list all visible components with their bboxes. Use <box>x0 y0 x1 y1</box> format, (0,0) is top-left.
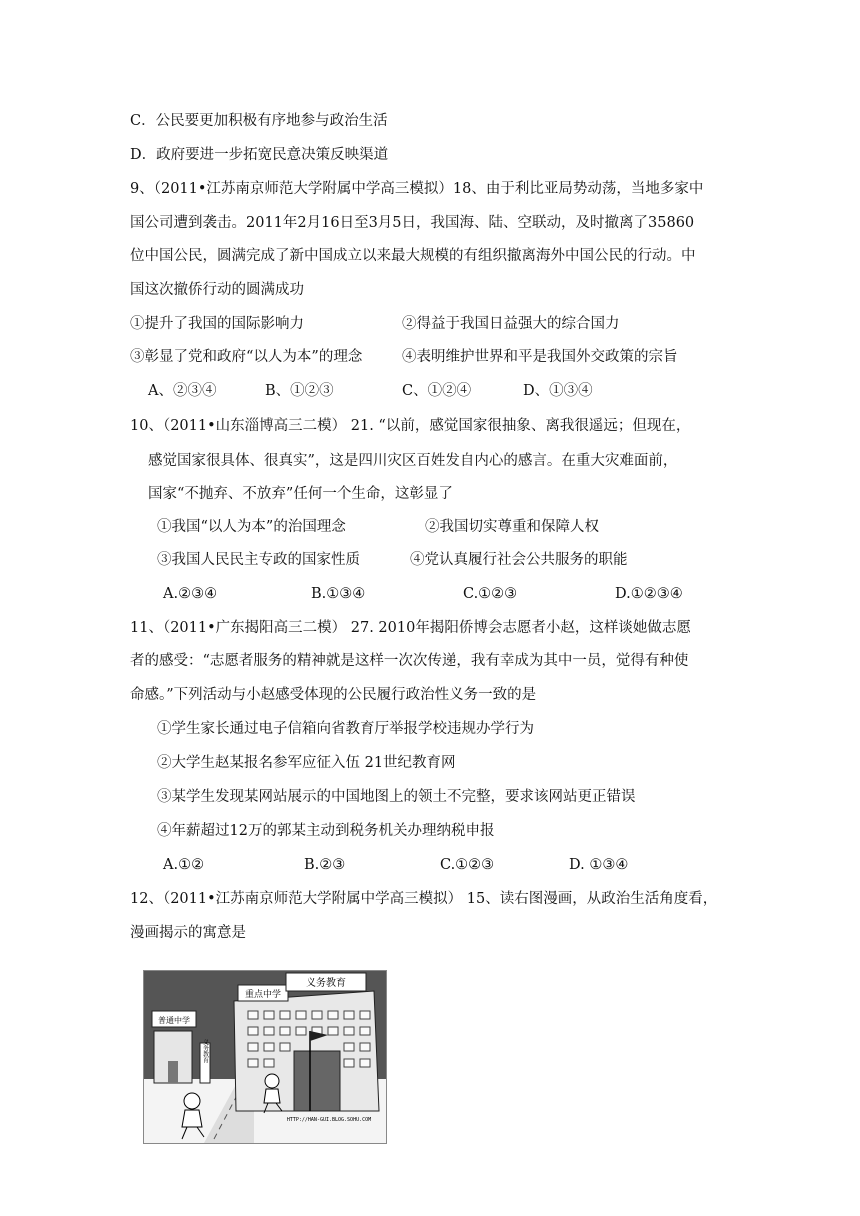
q9-item: ①提升了我国的国际影响力 <box>130 316 304 332</box>
q10-item: ③我国人民民主专政的国家性质 <box>157 552 360 568</box>
q11-option-c: C.①②③ <box>440 857 495 873</box>
q9-stem-line: 位中国公民，圆满完成了新中国成立以来最大规模的有组织撤离海外中国公民的行动。中 <box>130 248 696 264</box>
q10-stem-line: 10、（2011•山东淄博高三二模） 21. “以前，感觉国家很抽象、离我很遥远；但现在， <box>130 418 691 434</box>
q11-option-d: D. ①③④ <box>569 857 629 873</box>
q9-stem-line: 9、（2011•江苏南京师范大学附属中学高三模拟）18、由于利比亚局势动荡，当地多家中 <box>130 181 704 197</box>
q11-stem-line: 命感。”下列活动与小赵感受体现的公民履行政治性义务一致的是 <box>130 687 537 703</box>
q10-stem-line: 感觉国家很具体、很真实”，这是四川灾区百姓发自内心的感言。在重大灾难面前， <box>148 453 678 469</box>
q9-option-d: D、①③④ <box>523 383 593 399</box>
q11-option-b: B.②③ <box>304 857 346 873</box>
q10-option-a: A.②③④ <box>163 586 218 602</box>
q9-item: ④表明维护世界和平是我国外交政策的宗旨 <box>402 349 678 365</box>
q11-option-a: A.①② <box>163 857 205 873</box>
q11-item: ③某学生发现某网站展示的中国地图上的领土不完整，要求该网站更正错误 <box>157 789 636 805</box>
q9-stem-line: 国这次撤侨行动的圆满成功 <box>130 282 304 298</box>
option-c-prev: C．公民要更加积极有序地参与政治生活 <box>130 113 388 129</box>
small-compulsory-sign: 义务教育 <box>201 1039 209 1063</box>
q10-option-d: D.①②③④ <box>615 586 683 602</box>
q10-item: ④党认真履行社会公共服务的职能 <box>410 552 628 568</box>
q9-stem-line: 国公司遭到袭击。2011年2月16日至3月5日，我国海、陆、空联动，及时撤离了35860 <box>130 215 695 231</box>
cartoon-image <box>143 970 387 1144</box>
q10-stem-line: 国家“不抛弃、不放弃”任何一个生命，这彰显了 <box>148 486 453 502</box>
cartoon-drawing <box>144 971 386 1143</box>
q12-stem-line: 12、（2011•江苏南京师范大学附属中学高三模拟） 15、读右图漫画，从政治生活角度看， <box>130 891 718 907</box>
q9-option-b: B、①②③ <box>265 383 334 399</box>
q11-item: ①学生家长通过电子信箱向省教育厅举报学校违规办学行为 <box>157 721 534 737</box>
option-d-prev: D．政府要进一步拓宽民意决策反映渠道 <box>130 147 389 163</box>
q11-item: ④年薪超过12万的郭某主动到税务机关办理纳税申报 <box>157 823 495 839</box>
cartoon-url: HTTP://HAN-GUI.BLOG.SOHU.COM <box>286 1117 372 1123</box>
ordinary-school-sign: 普通中学 <box>158 1016 190 1025</box>
q9-item: ③彰显了党和政府“以人为本”的理念 <box>130 349 363 365</box>
q11-stem-line: 者的感受：“志愿者服务的精神就是这样一次次传递，我有幸成为其中一员，觉得有种使 <box>130 653 689 669</box>
key-school-sign: 重点中学 <box>244 990 282 1000</box>
q10-item: ①我国“以人为本”的治国理念 <box>157 519 346 535</box>
q9-item: ②得益于我国日益强大的综合国力 <box>402 316 620 332</box>
q12-stem-line: 漫画揭示的寓意是 <box>130 925 246 941</box>
q9-option-a: A、②③④ <box>148 383 217 399</box>
q10-option-c: C.①②③ <box>463 586 518 602</box>
q9-option-c: C、①②④ <box>402 383 472 399</box>
q11-stem-line: 11、（2011•广东揭阳高三二模） 27. 2010年揭阳侨博会志愿者小赵，这样谈她做志愿 <box>130 620 691 636</box>
q10-item: ②我国切实尊重和保障人权 <box>425 519 599 535</box>
compulsory-education-sign: 义务教育 <box>306 978 346 989</box>
q10-option-b: B.①③④ <box>311 586 366 602</box>
q11-item: ②大学生赵某报名参军应征入伍 21世纪教育网 <box>157 755 456 771</box>
